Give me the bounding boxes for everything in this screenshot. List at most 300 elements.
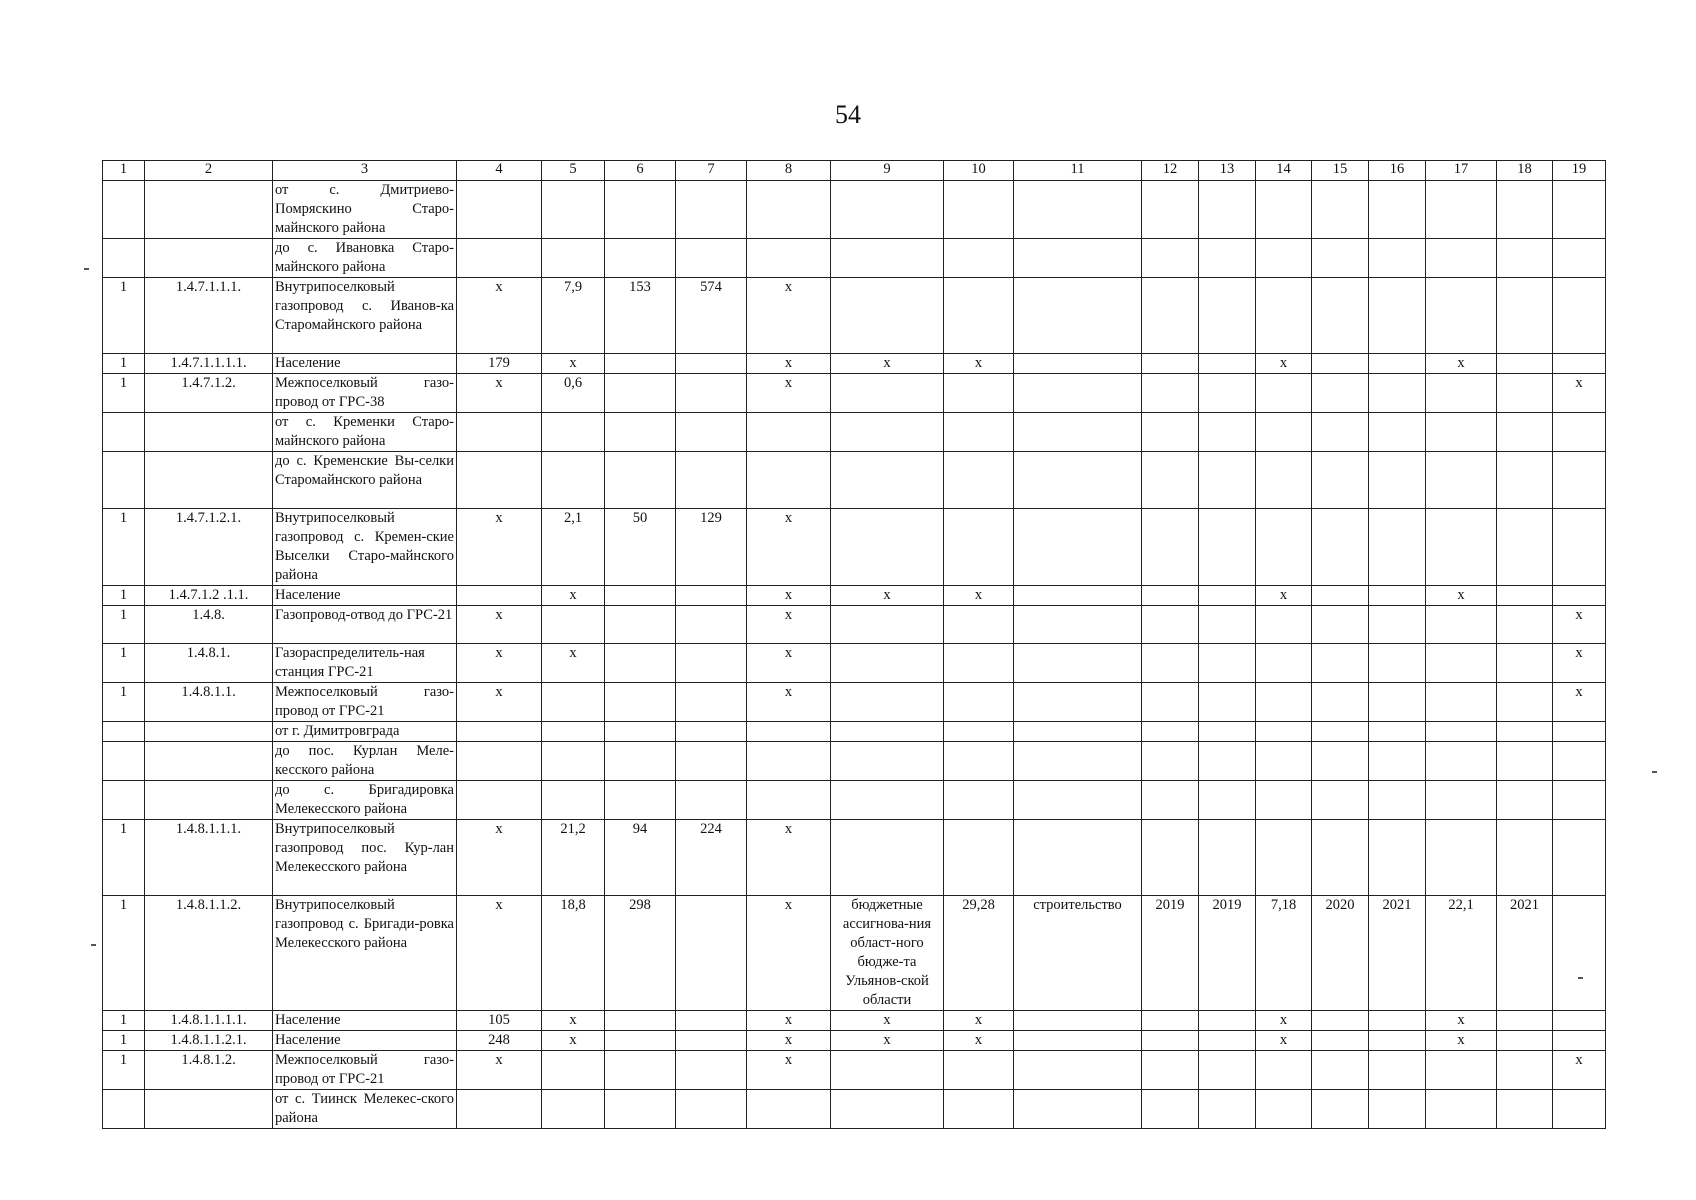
- row-number-cell: [103, 239, 145, 278]
- table-row: [103, 896, 1606, 1011]
- cell-col-10: х: [944, 586, 1014, 606]
- cell-col-13: [1199, 374, 1256, 413]
- cell-col-15: [1312, 644, 1369, 683]
- cell-col-17: [1426, 413, 1497, 452]
- cell-col-16: [1369, 1031, 1426, 1051]
- cell-col-18: [1497, 1090, 1553, 1129]
- cell-col-9: [831, 452, 944, 509]
- cell-col-11: [1014, 413, 1142, 452]
- code-cell: [145, 239, 273, 278]
- cell-col-13: [1199, 239, 1256, 278]
- row-number-cell: [103, 781, 145, 820]
- cell-col-11: [1014, 354, 1142, 374]
- cell-col-7: [676, 1051, 747, 1090]
- row-number-cell: 1: [103, 683, 145, 722]
- cell-col-4: 105: [457, 1011, 542, 1031]
- cell-col-11: [1014, 722, 1142, 742]
- cell-col-9: х: [831, 1011, 944, 1031]
- description-cell: Население: [273, 1031, 457, 1051]
- cell-col-11: [1014, 781, 1142, 820]
- cell-col-7: [676, 683, 747, 722]
- cell-col-8: [747, 742, 831, 781]
- cell-col-5: х: [542, 1011, 605, 1031]
- code-cell: 1.4.8.1.2.: [145, 1051, 273, 1090]
- cell-col-15: [1312, 781, 1369, 820]
- cell-col-8: х: [747, 896, 831, 1011]
- cell-col-19: х: [1553, 644, 1606, 683]
- cell-col-17: [1426, 278, 1497, 354]
- cell-col-6: [605, 374, 676, 413]
- cell-col-7: 224: [676, 820, 747, 896]
- description-cell: от с. Тиинск Мелекес-ского района: [273, 1090, 457, 1129]
- column-number-3: 3: [273, 161, 457, 181]
- cell-col-19: [1553, 239, 1606, 278]
- cell-col-14: [1256, 413, 1312, 452]
- row-number-cell: 1: [103, 509, 145, 586]
- cell-col-12: [1142, 278, 1199, 354]
- cell-col-9: х: [831, 586, 944, 606]
- row-number-cell: 1: [103, 1011, 145, 1031]
- cell-col-14: [1256, 606, 1312, 644]
- table-row: [103, 820, 1606, 896]
- row-number-cell: [103, 1090, 145, 1129]
- table-row: [103, 722, 1606, 742]
- cell-col-8: х: [747, 1031, 831, 1051]
- cell-col-10: [944, 742, 1014, 781]
- cell-col-12: [1142, 181, 1199, 239]
- cell-col-15: [1312, 509, 1369, 586]
- cell-col-16: [1369, 354, 1426, 374]
- cell-col-16: [1369, 586, 1426, 606]
- cell-col-5: х: [542, 586, 605, 606]
- cell-col-10: [944, 606, 1014, 644]
- cell-col-7: [676, 644, 747, 683]
- cell-col-12: [1142, 239, 1199, 278]
- cell-col-18: [1497, 452, 1553, 509]
- cell-col-9: [831, 509, 944, 586]
- cell-col-11: [1014, 1051, 1142, 1090]
- code-cell: 1.4.8.1.1.1.: [145, 820, 273, 896]
- cell-col-7: [676, 1031, 747, 1051]
- cell-col-15: [1312, 239, 1369, 278]
- cell-col-16: [1369, 1011, 1426, 1031]
- cell-col-10: [944, 722, 1014, 742]
- cell-col-4: [457, 1090, 542, 1129]
- cell-col-12: [1142, 509, 1199, 586]
- cell-col-14: [1256, 1090, 1312, 1129]
- cell-col-9: [831, 781, 944, 820]
- cell-col-17: [1426, 722, 1497, 742]
- cell-col-12: [1142, 1051, 1199, 1090]
- description-cell: до пос. Курлан Меле-кесского района: [273, 742, 457, 781]
- cell-col-5: [542, 781, 605, 820]
- cell-col-18: [1497, 683, 1553, 722]
- cell-col-17: х: [1426, 586, 1497, 606]
- cell-col-5: 18,8: [542, 896, 605, 1011]
- cell-col-6: 50: [605, 509, 676, 586]
- cell-col-8: х: [747, 586, 831, 606]
- cell-col-14: [1256, 509, 1312, 586]
- cell-col-5: [542, 452, 605, 509]
- column-number-6: 6: [605, 161, 676, 181]
- cell-col-16: [1369, 1051, 1426, 1090]
- cell-col-6: [605, 722, 676, 742]
- cell-col-6: [605, 1090, 676, 1129]
- cell-col-4: [457, 742, 542, 781]
- cell-col-12: [1142, 722, 1199, 742]
- code-cell: 1.4.7.1.2.1.: [145, 509, 273, 586]
- cell-col-8: х: [747, 683, 831, 722]
- cell-col-9: [831, 683, 944, 722]
- cell-col-15: [1312, 606, 1369, 644]
- cell-col-6: 153: [605, 278, 676, 354]
- column-number-14: 14: [1256, 161, 1312, 181]
- cell-col-18: [1497, 354, 1553, 374]
- table-row: [103, 181, 1606, 239]
- cell-col-14: х: [1256, 586, 1312, 606]
- description-cell: Внутрипоселковый газопровод с. Иванов-ка Старомайнского района: [273, 278, 457, 354]
- cell-col-18: [1497, 820, 1553, 896]
- cell-col-8: х: [747, 354, 831, 374]
- cell-col-12: [1142, 781, 1199, 820]
- column-number-10: 10: [944, 161, 1014, 181]
- cell-col-4: х: [457, 1051, 542, 1090]
- cell-col-17: [1426, 1051, 1497, 1090]
- cell-col-19: [1553, 1011, 1606, 1031]
- code-cell: [145, 452, 273, 509]
- description-cell: Межпоселковый газо-провод от ГРС-21: [273, 683, 457, 722]
- cell-col-15: [1312, 683, 1369, 722]
- cell-col-18: [1497, 606, 1553, 644]
- cell-col-10: [944, 1090, 1014, 1129]
- cell-col-13: [1199, 278, 1256, 354]
- cell-col-7: [676, 742, 747, 781]
- cell-col-13: [1199, 354, 1256, 374]
- cell-col-13: [1199, 1051, 1256, 1090]
- cell-col-14: х: [1256, 1031, 1312, 1051]
- cell-col-6: [605, 683, 676, 722]
- cell-col-17: [1426, 181, 1497, 239]
- cell-col-14: [1256, 683, 1312, 722]
- cell-col-8: х: [747, 820, 831, 896]
- cell-col-11: [1014, 1011, 1142, 1031]
- cell-col-14: [1256, 1051, 1312, 1090]
- cell-col-17: х: [1426, 1011, 1497, 1031]
- cell-col-19: [1553, 452, 1606, 509]
- cell-col-17: х: [1426, 1031, 1497, 1051]
- code-cell: [145, 413, 273, 452]
- column-number-17: 17: [1426, 161, 1497, 181]
- cell-col-12: 2019: [1142, 896, 1199, 1011]
- cell-col-16: [1369, 239, 1426, 278]
- table-row: [103, 742, 1606, 781]
- cell-col-12: [1142, 820, 1199, 896]
- cell-col-18: 2021: [1497, 896, 1553, 1011]
- cell-col-6: [605, 781, 676, 820]
- cell-col-8: [747, 722, 831, 742]
- cell-col-10: 29,28: [944, 896, 1014, 1011]
- cell-col-11: [1014, 586, 1142, 606]
- cell-col-4: 179: [457, 354, 542, 374]
- cell-col-11: [1014, 239, 1142, 278]
- cell-col-18: [1497, 181, 1553, 239]
- description-cell: Население: [273, 354, 457, 374]
- cell-col-10: [944, 181, 1014, 239]
- code-cell: [145, 742, 273, 781]
- cell-col-19: х: [1553, 606, 1606, 644]
- cell-col-16: [1369, 278, 1426, 354]
- cell-col-5: х: [542, 1031, 605, 1051]
- cell-col-19: [1553, 413, 1606, 452]
- column-number-13: 13: [1199, 161, 1256, 181]
- column-number-row: [103, 161, 1606, 181]
- description-cell: от с. Кременки Старо-майнского района: [273, 413, 457, 452]
- table-row: [103, 413, 1606, 452]
- cell-col-10: [944, 683, 1014, 722]
- cell-col-10: [944, 239, 1014, 278]
- column-number-19: 19: [1553, 161, 1606, 181]
- cell-col-10: [944, 374, 1014, 413]
- cell-col-10: [944, 1051, 1014, 1090]
- description-cell: Межпоселковый газо-провод от ГРС-21: [273, 1051, 457, 1090]
- column-number-15: 15: [1312, 161, 1369, 181]
- cell-col-17: [1426, 742, 1497, 781]
- cell-col-16: [1369, 374, 1426, 413]
- table-row: [103, 781, 1606, 820]
- cell-col-11: строительство: [1014, 896, 1142, 1011]
- cell-col-14: 7,18: [1256, 896, 1312, 1011]
- cell-col-6: [605, 1011, 676, 1031]
- cell-col-13: [1199, 644, 1256, 683]
- cell-col-11: [1014, 644, 1142, 683]
- cell-col-9: [831, 820, 944, 896]
- cell-col-5: [542, 181, 605, 239]
- code-cell: [145, 1090, 273, 1129]
- cell-col-8: х: [747, 1011, 831, 1031]
- cell-col-16: [1369, 722, 1426, 742]
- cell-col-15: [1312, 354, 1369, 374]
- code-cell: 1.4.8.1.1.1.1.: [145, 1011, 273, 1031]
- description-cell: Внутрипоселковый газопровод с. Кремен-ские Выселки Старо-майнского района: [273, 509, 457, 586]
- row-number-cell: [103, 722, 145, 742]
- cell-col-19: [1553, 820, 1606, 896]
- cell-col-10: [944, 644, 1014, 683]
- cell-col-6: [605, 1031, 676, 1051]
- cell-col-15: [1312, 278, 1369, 354]
- description-cell: от г. Димитровграда: [273, 722, 457, 742]
- cell-col-13: [1199, 683, 1256, 722]
- cell-col-16: [1369, 742, 1426, 781]
- description-cell: от с. Дмитриево-Помряскино Старо-майнского района: [273, 181, 457, 239]
- cell-col-8: х: [747, 644, 831, 683]
- cell-col-9: [831, 278, 944, 354]
- cell-col-9: [831, 1090, 944, 1129]
- cell-col-4: [457, 413, 542, 452]
- cell-col-13: 2019: [1199, 896, 1256, 1011]
- description-cell: до с. Бригадировка Мелекесского района: [273, 781, 457, 820]
- cell-col-18: [1497, 781, 1553, 820]
- cell-col-18: [1497, 509, 1553, 586]
- cell-col-17: [1426, 820, 1497, 896]
- cell-col-7: [676, 781, 747, 820]
- cell-col-17: [1426, 239, 1497, 278]
- cell-col-13: [1199, 1031, 1256, 1051]
- cell-col-5: [542, 1090, 605, 1129]
- cell-col-11: [1014, 1031, 1142, 1051]
- row-number-cell: 1: [103, 1031, 145, 1051]
- cell-col-14: [1256, 452, 1312, 509]
- cell-col-4: х: [457, 509, 542, 586]
- description-cell: до с. Кременские Вы-селки Старомайнского района: [273, 452, 457, 509]
- cell-col-11: [1014, 181, 1142, 239]
- cell-col-12: [1142, 1090, 1199, 1129]
- cell-col-9: [831, 742, 944, 781]
- cell-col-17: х: [1426, 354, 1497, 374]
- scan-mark: [1652, 771, 1657, 773]
- cell-col-12: [1142, 374, 1199, 413]
- cell-col-6: [605, 742, 676, 781]
- cell-col-6: [605, 606, 676, 644]
- cell-col-10: [944, 278, 1014, 354]
- cell-col-16: [1369, 452, 1426, 509]
- cell-col-13: [1199, 742, 1256, 781]
- cell-col-13: [1199, 1090, 1256, 1129]
- cell-col-8: х: [747, 278, 831, 354]
- cell-col-11: [1014, 820, 1142, 896]
- cell-col-19: х: [1553, 1051, 1606, 1090]
- cell-col-14: [1256, 181, 1312, 239]
- cell-col-4: [457, 722, 542, 742]
- cell-col-11: [1014, 1090, 1142, 1129]
- cell-col-14: [1256, 742, 1312, 781]
- code-cell: 1.4.8.: [145, 606, 273, 644]
- description-cell: Внутрипоселковый газопровод с. Бригади-ровка Мелекесского района: [273, 896, 457, 1011]
- row-number-cell: 1: [103, 374, 145, 413]
- table-row: [103, 1011, 1606, 1031]
- cell-col-5: [542, 1051, 605, 1090]
- cell-col-5: [542, 683, 605, 722]
- cell-col-18: [1497, 374, 1553, 413]
- cell-col-8: [747, 1090, 831, 1129]
- code-cell: [145, 781, 273, 820]
- cell-col-12: [1142, 1031, 1199, 1051]
- cell-col-18: [1497, 1051, 1553, 1090]
- cell-col-8: [747, 452, 831, 509]
- cell-col-8: [747, 781, 831, 820]
- cell-col-14: х: [1256, 1011, 1312, 1031]
- cell-col-12: [1142, 742, 1199, 781]
- row-number-cell: 1: [103, 820, 145, 896]
- cell-col-15: [1312, 1051, 1369, 1090]
- cell-col-14: [1256, 644, 1312, 683]
- cell-col-7: [676, 239, 747, 278]
- cell-col-17: [1426, 509, 1497, 586]
- scan-mark: [1578, 977, 1583, 979]
- cell-col-12: [1142, 644, 1199, 683]
- column-number-2: 2: [145, 161, 273, 181]
- row-number-cell: [103, 742, 145, 781]
- description-cell: Газораспределитель-ная станция ГРС-21: [273, 644, 457, 683]
- cell-col-16: [1369, 644, 1426, 683]
- cell-col-13: [1199, 1011, 1256, 1031]
- cell-col-9: х: [831, 354, 944, 374]
- cell-col-17: [1426, 683, 1497, 722]
- code-cell: 1.4.8.1.: [145, 644, 273, 683]
- cell-col-18: [1497, 1011, 1553, 1031]
- cell-col-8: х: [747, 374, 831, 413]
- cell-col-15: [1312, 820, 1369, 896]
- cell-col-9: [831, 606, 944, 644]
- cell-col-9: [831, 722, 944, 742]
- cell-col-16: [1369, 820, 1426, 896]
- row-number-cell: 1: [103, 1051, 145, 1090]
- cell-col-18: [1497, 742, 1553, 781]
- cell-col-19: [1553, 354, 1606, 374]
- cell-col-13: [1199, 586, 1256, 606]
- cell-col-14: [1256, 722, 1312, 742]
- column-number-11: 11: [1014, 161, 1142, 181]
- cell-col-19: [1553, 781, 1606, 820]
- cell-col-6: [605, 354, 676, 374]
- cell-col-17: [1426, 644, 1497, 683]
- cell-col-18: [1497, 722, 1553, 742]
- cell-col-12: [1142, 354, 1199, 374]
- cell-col-11: [1014, 278, 1142, 354]
- table-row: [103, 509, 1606, 586]
- cell-col-7: [676, 896, 747, 1011]
- cell-col-7: 574: [676, 278, 747, 354]
- code-cell: 1.4.8.1.1.2.1.: [145, 1031, 273, 1051]
- cell-col-12: [1142, 586, 1199, 606]
- cell-col-4: х: [457, 278, 542, 354]
- cell-col-6: [605, 239, 676, 278]
- cell-col-4: х: [457, 644, 542, 683]
- cell-col-8: [747, 239, 831, 278]
- cell-col-11: [1014, 509, 1142, 586]
- column-number-1: 1: [103, 161, 145, 181]
- cell-col-18: [1497, 586, 1553, 606]
- cell-col-5: [542, 606, 605, 644]
- cell-col-7: [676, 354, 747, 374]
- cell-col-5: х: [542, 644, 605, 683]
- cell-col-10: х: [944, 1011, 1014, 1031]
- cell-col-18: [1497, 413, 1553, 452]
- cell-col-13: [1199, 452, 1256, 509]
- scan-mark: [84, 268, 89, 270]
- cell-col-4: х: [457, 820, 542, 896]
- cell-col-12: [1142, 413, 1199, 452]
- cell-col-9: [831, 1051, 944, 1090]
- description-cell: Внутрипоселковый газопровод пос. Кур-лан Мелекесского района: [273, 820, 457, 896]
- cell-col-10: [944, 509, 1014, 586]
- cell-col-5: [542, 722, 605, 742]
- cell-col-18: [1497, 644, 1553, 683]
- cell-col-18: [1497, 239, 1553, 278]
- cell-col-7: [676, 1090, 747, 1129]
- cell-col-19: [1553, 896, 1606, 1011]
- cell-col-6: 298: [605, 896, 676, 1011]
- column-number-9: 9: [831, 161, 944, 181]
- row-number-cell: 1: [103, 896, 145, 1011]
- cell-col-10: х: [944, 1031, 1014, 1051]
- cell-col-19: [1553, 1031, 1606, 1051]
- cell-col-9: бюджетные ассигнова-ния област-ного бюдже-та Ульянов-ской области: [831, 896, 944, 1011]
- column-number-16: 16: [1369, 161, 1426, 181]
- cell-col-7: [676, 606, 747, 644]
- table-body: [103, 181, 1606, 1129]
- table-row: [103, 586, 1606, 606]
- cell-col-16: [1369, 1090, 1426, 1129]
